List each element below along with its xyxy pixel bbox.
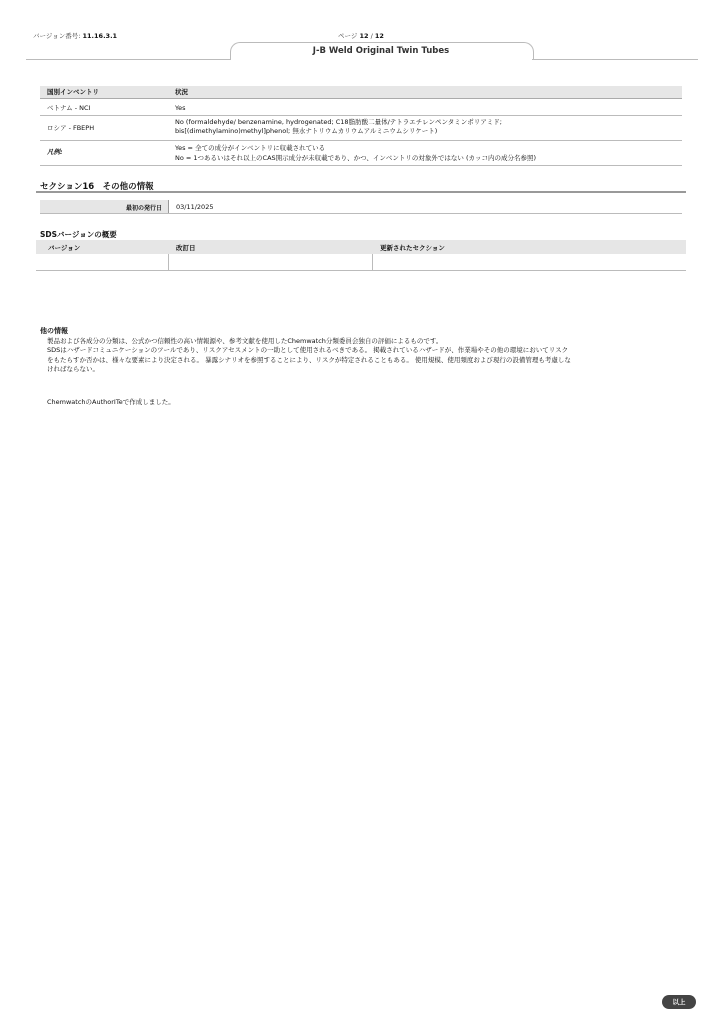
other-info-text (47, 337, 679, 374)
version-number (33, 31, 117, 40)
legend-line: No = 1つあるいはそれ以上のCAS開示成分が未収載であり、かつ、インベントリの対象外ではない (カッコ内の成分名参照) (175, 154, 536, 162)
page-total: 12 (374, 32, 384, 40)
table-row (40, 116, 682, 141)
inventory-status-line: No (formaldehyde/ benzenamine, hydrogenated; C18脂肪酸二量体/テトラエチレンペンタミンポリアミド; (175, 118, 502, 126)
sds-version-table-row (36, 254, 686, 271)
authored-note: ChemwatchのAuthorITeで作成しました。 (47, 398, 175, 406)
other-info-title: 他の情報 (40, 327, 68, 335)
section-divider (36, 191, 686, 193)
column-divider (372, 254, 373, 270)
section-16-title: セクション16 その他の情報 (40, 182, 154, 192)
updated-sections-col-header: 更新されたセクション (380, 244, 445, 252)
inventory-status: Yes (175, 104, 186, 112)
legend-label: 凡例: (47, 148, 63, 156)
page-label: ページ (338, 32, 358, 40)
header-rule-left (26, 59, 230, 60)
page-indicator (338, 31, 384, 40)
revision-date-col-header: 改訂日 (176, 244, 196, 252)
page-separator: / (370, 32, 373, 40)
inventory-name: ロシア - FBEPH (47, 124, 95, 132)
inventory-col-header: 国別インベントリ (47, 88, 99, 96)
column-divider (168, 254, 169, 270)
status-col-header: 状況 (175, 88, 188, 96)
table-row (40, 99, 682, 116)
other-info-line: 製品および各成分の分類は、公式かつ信頼性の高い情報源や、参考文献を使用したChemwatch分類委員会独自の評価によるものです。 (47, 337, 443, 345)
issue-date-value: 03/11/2025 (176, 203, 214, 211)
sds-version-table-header (36, 240, 686, 254)
header-rule-right (532, 59, 698, 60)
inventory-table-header (40, 86, 682, 99)
document-title: J-B Weld Original Twin Tubes (312, 46, 450, 56)
version-col-header: バージョン (48, 244, 81, 252)
sds-version-summary-title: SDSバージョンの概要 (40, 230, 117, 239)
other-info-line: ければならない。 (47, 364, 99, 373)
legend-line: Yes = 全ての成分がインベントリに収載されている (175, 144, 326, 152)
version-value: 11.16.3.1 (82, 32, 118, 40)
inventory-status-line: bis[(dimethylamino)methyl]phenol; 無水ナトリウムカリウムアルミニウムシリケート) (175, 127, 438, 135)
version-label: バージョン番号: (33, 32, 81, 40)
legend-row (40, 141, 682, 166)
other-info-line: をもたらすか否かは、様々な要素により決定される。 暴露シナリオを参照することにより、リスクが特定されることもある。 使用規模、使用頻度および現行の設備管理も考慮しな (47, 355, 571, 364)
end-badge: 以上 (662, 995, 696, 1009)
other-info-line: SDSはハザードコミュニケーションのツールであり、リスクアセスメントの一助として使用されるべきである。 掲載されているハザードが、作業場やその他の環境においてリスク (47, 346, 569, 355)
issue-date-label: 最初の発行日 (125, 205, 162, 212)
page-current: 12 (359, 32, 369, 40)
inventory-name: ベトナム - NCI (47, 104, 91, 112)
